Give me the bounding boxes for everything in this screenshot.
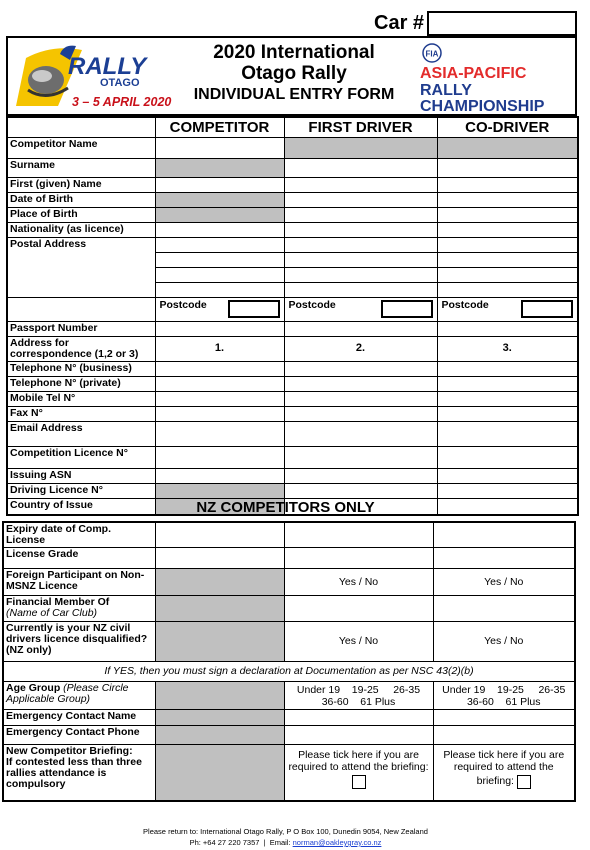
row-label-date-of-birth: Date of Birth bbox=[7, 192, 155, 207]
postcode-label: Postcode bbox=[159, 299, 207, 311]
row-label-tel-private: Telephone N° (private) bbox=[7, 376, 155, 391]
field-driving-licence-first-driver[interactable] bbox=[284, 483, 437, 498]
nz-competitors-heading: NZ COMPETITORS ONLY bbox=[196, 499, 375, 516]
field-first-name-competitor[interactable] bbox=[155, 177, 284, 192]
financial-sublabel: (Name of Car Club) bbox=[6, 607, 98, 619]
field-address-first-driver[interactable] bbox=[284, 267, 437, 282]
title-line-3: INDIVIDUAL ENTRY FORM bbox=[193, 86, 395, 103]
field-grade-competitor[interactable] bbox=[155, 548, 284, 569]
corr-option-1: 1. bbox=[155, 336, 284, 361]
field-emergency-phone-co-driver[interactable] bbox=[433, 726, 575, 745]
field-comp-licence-first-driver[interactable] bbox=[284, 446, 437, 468]
field-first-name-first-driver[interactable] bbox=[284, 177, 437, 192]
fia-logo-text: FIA bbox=[425, 49, 439, 59]
row-label-emergency-name: Emergency Contact Name bbox=[3, 710, 155, 726]
apr-line1: ASIA-PACIFIC bbox=[420, 65, 527, 82]
rally-logo-word: RALLY bbox=[68, 53, 147, 80]
field-tel-private-first-driver[interactable] bbox=[284, 376, 437, 391]
row-label-emergency-phone: Emergency Contact Phone bbox=[3, 726, 155, 745]
shaded-cell bbox=[155, 710, 284, 726]
row-label-disqualified: Currently is your NZ civil drivers licence disqualified? (NZ only) bbox=[3, 622, 155, 662]
footer-email-link[interactable]: norman@oakleygray.co.nz bbox=[292, 838, 382, 847]
field-tel-business-co-driver[interactable] bbox=[437, 361, 578, 376]
row-label-fax: Fax N° bbox=[7, 406, 155, 421]
shaded-cell bbox=[155, 483, 284, 498]
field-comp-licence-co-driver[interactable] bbox=[437, 446, 578, 468]
age-options-row1: Under 19 19-25 26-35 bbox=[442, 684, 566, 696]
field-passport-co-driver[interactable] bbox=[437, 321, 578, 336]
declaration-note: If YES, then you must sign a declaration at Documentation as per NSC 43(2)(b) bbox=[3, 662, 575, 682]
briefing-cell-first-driver bbox=[284, 745, 433, 801]
age-options-first-driver[interactable] bbox=[284, 682, 433, 710]
field-grade-co-driver[interactable] bbox=[433, 548, 575, 569]
field-tel-business-first-driver[interactable] bbox=[284, 361, 437, 376]
row-label-postal-address: Postal Address bbox=[7, 237, 155, 297]
field-email-first-driver[interactable] bbox=[284, 421, 437, 446]
car-number-label: Car # bbox=[374, 12, 425, 34]
field-mobile-first-driver[interactable] bbox=[284, 391, 437, 406]
age-options-row2: 36-60 61 Plus bbox=[321, 696, 396, 708]
field-tel-private-competitor[interactable] bbox=[155, 376, 284, 391]
postcode-cell-competitor bbox=[155, 297, 284, 321]
field-fax-first-driver[interactable] bbox=[284, 406, 437, 421]
footer-phone: Ph: +64 27 220 7357 | Email: bbox=[189, 838, 293, 847]
field-tel-private-co-driver[interactable] bbox=[437, 376, 578, 391]
field-emergency-phone-first-driver[interactable] bbox=[284, 726, 433, 745]
shaded-cell bbox=[155, 745, 284, 801]
return-address-footer bbox=[0, 826, 571, 848]
field-expiry-first-driver[interactable] bbox=[284, 522, 433, 548]
field-address-co-driver[interactable] bbox=[437, 252, 578, 267]
field-comp-licence-competitor[interactable] bbox=[155, 446, 284, 468]
field-address-first-driver[interactable] bbox=[284, 252, 437, 267]
age-options-co-driver[interactable] bbox=[433, 682, 575, 710]
postcode-label: Postcode bbox=[441, 299, 489, 311]
title-line-1: 2020 International bbox=[213, 42, 375, 63]
briefing-cell-co-driver bbox=[433, 745, 575, 801]
apr-line2: RALLY bbox=[420, 82, 472, 99]
field-asn-competitor[interactable] bbox=[155, 468, 284, 483]
field-email-co-driver[interactable] bbox=[437, 421, 578, 446]
field-address-co-driver[interactable] bbox=[437, 282, 578, 297]
rally-otago-logo bbox=[12, 40, 174, 112]
shaded-cell bbox=[437, 137, 578, 158]
field-address-competitor[interactable] bbox=[155, 252, 284, 267]
financial-label: Financial Member Of bbox=[6, 596, 110, 608]
col-header-competitor: COMPETITOR bbox=[155, 117, 284, 137]
row-label-briefing bbox=[3, 745, 155, 801]
field-email-competitor[interactable] bbox=[155, 421, 284, 446]
field-tel-business-competitor[interactable] bbox=[155, 361, 284, 376]
field-surname-co-driver[interactable] bbox=[437, 158, 578, 177]
row-label-comp-licence: Competition Licence N° bbox=[7, 446, 155, 468]
age-options-row1: Under 19 19-25 26-35 bbox=[296, 684, 421, 696]
car-number-field[interactable] bbox=[427, 11, 577, 36]
field-emergency-name-co-driver[interactable] bbox=[433, 710, 575, 726]
row-label-passport: Passport Number bbox=[7, 321, 155, 336]
field-fax-competitor[interactable] bbox=[155, 406, 284, 421]
age-group-label: Age Group bbox=[6, 682, 61, 694]
row-label-first-name: First (given) Name bbox=[7, 177, 155, 192]
field-dob-first-driver[interactable] bbox=[284, 192, 437, 207]
shaded-cell bbox=[155, 192, 284, 207]
field-asn-co-driver[interactable] bbox=[437, 468, 578, 483]
entry-table bbox=[6, 116, 579, 516]
field-club-first-driver[interactable] bbox=[284, 596, 433, 622]
row-label-surname: Surname bbox=[7, 158, 155, 177]
row-label-driving-licence: Driving Licence N° bbox=[7, 483, 155, 498]
postcode-box-co-driver[interactable] bbox=[521, 300, 573, 318]
field-expiry-co-driver[interactable] bbox=[433, 522, 575, 548]
field-address-competitor[interactable] bbox=[155, 282, 284, 297]
title-line-2: Otago Rally bbox=[241, 63, 347, 84]
rally-logo-dates: 3 – 5 APRIL 2020 bbox=[72, 95, 172, 109]
shaded-cell bbox=[155, 726, 284, 745]
briefing-tick-text: Please tick here if you are required to attend the briefing: bbox=[443, 749, 565, 787]
field-address-competitor[interactable] bbox=[155, 267, 284, 282]
shaded-cell bbox=[155, 682, 284, 710]
row-label-place-of-birth: Place of Birth bbox=[7, 207, 155, 222]
field-expiry-competitor[interactable] bbox=[155, 522, 284, 548]
field-pob-first-driver[interactable] bbox=[284, 207, 437, 222]
corr-option-3: 3. bbox=[437, 336, 578, 361]
row-label-competitor-name: Competitor Name bbox=[7, 137, 155, 158]
row-label-foreign: Foreign Participant on Non-MSNZ Licence bbox=[3, 569, 155, 596]
row-label-mobile: Mobile Tel N° bbox=[7, 391, 155, 406]
shaded-cell bbox=[155, 158, 284, 177]
field-address-first-driver[interactable] bbox=[284, 282, 437, 297]
postcode-box-competitor[interactable] bbox=[228, 300, 280, 318]
field-club-co-driver[interactable] bbox=[433, 596, 575, 622]
field-grade-first-driver[interactable] bbox=[284, 548, 433, 569]
row-label-issuing-asn: Issuing ASN bbox=[7, 468, 155, 483]
row-label-age-group bbox=[3, 682, 155, 710]
yes-no-co-driver[interactable]: Yes / No bbox=[433, 622, 575, 662]
field-nationality-co-driver[interactable] bbox=[437, 222, 578, 237]
field-address-competitor[interactable] bbox=[155, 237, 284, 252]
blank-label-cell bbox=[7, 297, 155, 321]
col-header-first-driver: FIRST DRIVER bbox=[284, 117, 437, 137]
row-label-nationality: Nationality (as licence) bbox=[7, 222, 155, 237]
nz-table bbox=[2, 521, 576, 802]
age-options-row2: 36-60 61 Plus bbox=[466, 696, 541, 708]
postcode-cell-first-driver bbox=[284, 297, 437, 321]
field-address-co-driver[interactable] bbox=[437, 267, 578, 282]
col-header-co-driver: CO-DRIVER bbox=[437, 117, 578, 137]
shaded-cell bbox=[155, 569, 284, 596]
field-first-name-co-driver[interactable] bbox=[437, 177, 578, 192]
field-passport-competitor[interactable] bbox=[155, 321, 284, 336]
corr-option-2: 2. bbox=[284, 336, 437, 361]
field-nationality-first-driver[interactable] bbox=[284, 222, 437, 237]
postcode-cell-co-driver bbox=[437, 297, 578, 321]
row-label-country-issue: Country of Issue bbox=[7, 498, 155, 515]
field-address-first-driver[interactable] bbox=[284, 237, 437, 252]
yes-no-co-driver[interactable]: Yes / No bbox=[433, 569, 575, 596]
field-dob-co-driver[interactable] bbox=[437, 192, 578, 207]
corner-cell bbox=[7, 117, 155, 137]
yes-no-first-driver[interactable]: Yes / No bbox=[284, 569, 433, 596]
shaded-cell bbox=[155, 596, 284, 622]
age-group-sublabel: (Please Circle Applicable Group) bbox=[6, 682, 129, 705]
postcode-label: Postcode bbox=[288, 299, 336, 311]
field-asn-first-driver[interactable] bbox=[284, 468, 437, 483]
row-label-tel-business: Telephone N° (business) bbox=[7, 361, 155, 376]
row-label-grade: License Grade bbox=[3, 548, 155, 569]
briefing-label: New Competitor Briefing: bbox=[6, 745, 133, 757]
briefing-checkbox-first-driver[interactable] bbox=[352, 775, 366, 789]
apr-championship-logo bbox=[418, 42, 574, 114]
yes-no-first-driver[interactable]: Yes / No bbox=[284, 622, 433, 662]
field-driving-licence-co-driver[interactable] bbox=[437, 483, 578, 498]
row-label-email: Email Address bbox=[7, 421, 155, 446]
shaded-cell bbox=[155, 622, 284, 662]
field-surname-first-driver[interactable] bbox=[284, 158, 437, 177]
form-title bbox=[178, 42, 410, 105]
shaded-cell bbox=[284, 137, 437, 158]
field-address-co-driver[interactable] bbox=[437, 237, 578, 252]
postcode-box-first-driver[interactable] bbox=[381, 300, 433, 318]
field-nationality-competitor[interactable] bbox=[155, 222, 284, 237]
field-mobile-competitor[interactable] bbox=[155, 391, 284, 406]
field-passport-first-driver[interactable] bbox=[284, 321, 437, 336]
briefing-tick-text: Please tick here if you are required to attend the briefing: bbox=[288, 749, 429, 773]
field-mobile-co-driver[interactable] bbox=[437, 391, 578, 406]
field-competitor-name[interactable] bbox=[155, 137, 284, 158]
briefing-note: If contested less than three rallies attendance is compulsory bbox=[6, 756, 142, 790]
rally-logo-otago: OTAGO bbox=[100, 77, 140, 89]
field-pob-co-driver[interactable] bbox=[437, 207, 578, 222]
briefing-checkbox-co-driver[interactable] bbox=[517, 775, 531, 789]
field-emergency-name-first-driver[interactable] bbox=[284, 710, 433, 726]
field-fax-co-driver[interactable] bbox=[437, 406, 578, 421]
footer-address: Please return to: International Otago Rally, P O Box 100, Dunedin 9054, New Zealand bbox=[143, 827, 428, 836]
shaded-cell bbox=[155, 207, 284, 222]
row-label-correspondence: Address for correspondence (1,2 or 3) bbox=[7, 336, 155, 361]
row-label-financial bbox=[3, 596, 155, 622]
row-label-expiry: Expiry date of Comp. License bbox=[3, 522, 155, 548]
apr-line3: CHAMPIONSHIP bbox=[420, 98, 545, 114]
footer-contact bbox=[0, 837, 571, 848]
